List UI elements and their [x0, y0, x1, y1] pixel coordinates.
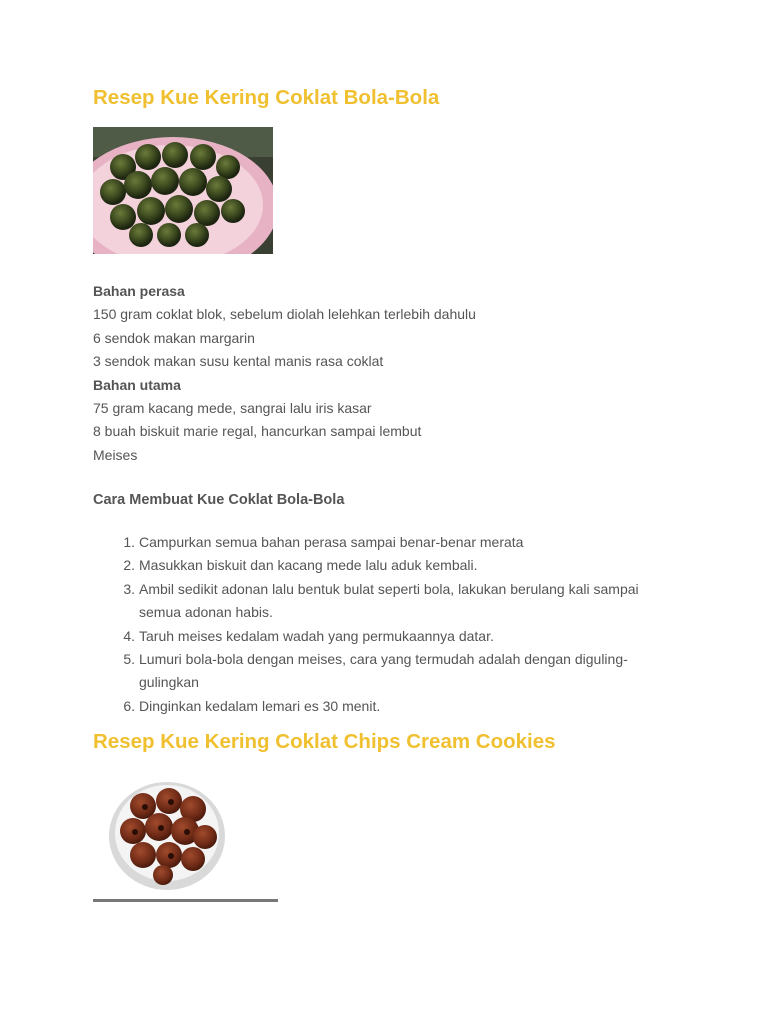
recipe-1-photo — [93, 127, 273, 254]
cookies-jar-image — [93, 771, 278, 902]
step-item: Dinginkan kedalam lemari es 30 menit. — [139, 697, 381, 714]
ingredients — [93, 280, 673, 467]
bahan-perasa-label: Bahan perasa — [93, 283, 185, 299]
step-item: Taruh meises kedalam wadah yang permukaannya datar. — [139, 627, 494, 644]
ingredient-item: 6 sendok makan margarin — [93, 329, 255, 346]
ingredient-item: 8 buah biskuit marie regal, hancurkan sampai lembut — [93, 423, 422, 440]
recipe-2-title: Resep Kue Kering Coklat Chips Cream Cookies — [93, 730, 556, 753]
ingredient-item: 3 sendok makan susu kental manis rasa coklat — [93, 353, 384, 370]
ingredient-item: 150 gram coklat blok, sebelum diolah lelehkan terlebih dahulu — [93, 306, 476, 323]
method-heading: Cara Membuat Kue Coklat Bola-Bola — [93, 492, 345, 508]
ingredient-item: 75 gram kacang mede, sangrai lalu iris kasar — [93, 400, 372, 417]
recipe-1-title: Resep Kue Kering Coklat Bola-Bola — [93, 86, 440, 109]
recipe-2-photo — [93, 771, 278, 902]
bahan-utama-label: Bahan utama — [93, 376, 181, 393]
step-item: Lumuri bola-bola dengan meises, cara yang termudah adalah dengan diguling-gulingkan — [139, 651, 628, 691]
method-steps — [93, 531, 659, 718]
step-item: Ambil sedikit adonan lalu bentuk bulat seperti bola, lakukan berulang kali sampai semua adonan habis. — [139, 580, 639, 621]
step-item: Campurkan semua bahan perasa sampai benar-benar merata — [139, 534, 524, 550]
chocolate-balls-image — [93, 127, 273, 254]
step-item: Masukkan biskuit dan kacang mede lalu aduk kembali. — [139, 557, 478, 574]
ingredient-item: Meises — [93, 446, 138, 463]
